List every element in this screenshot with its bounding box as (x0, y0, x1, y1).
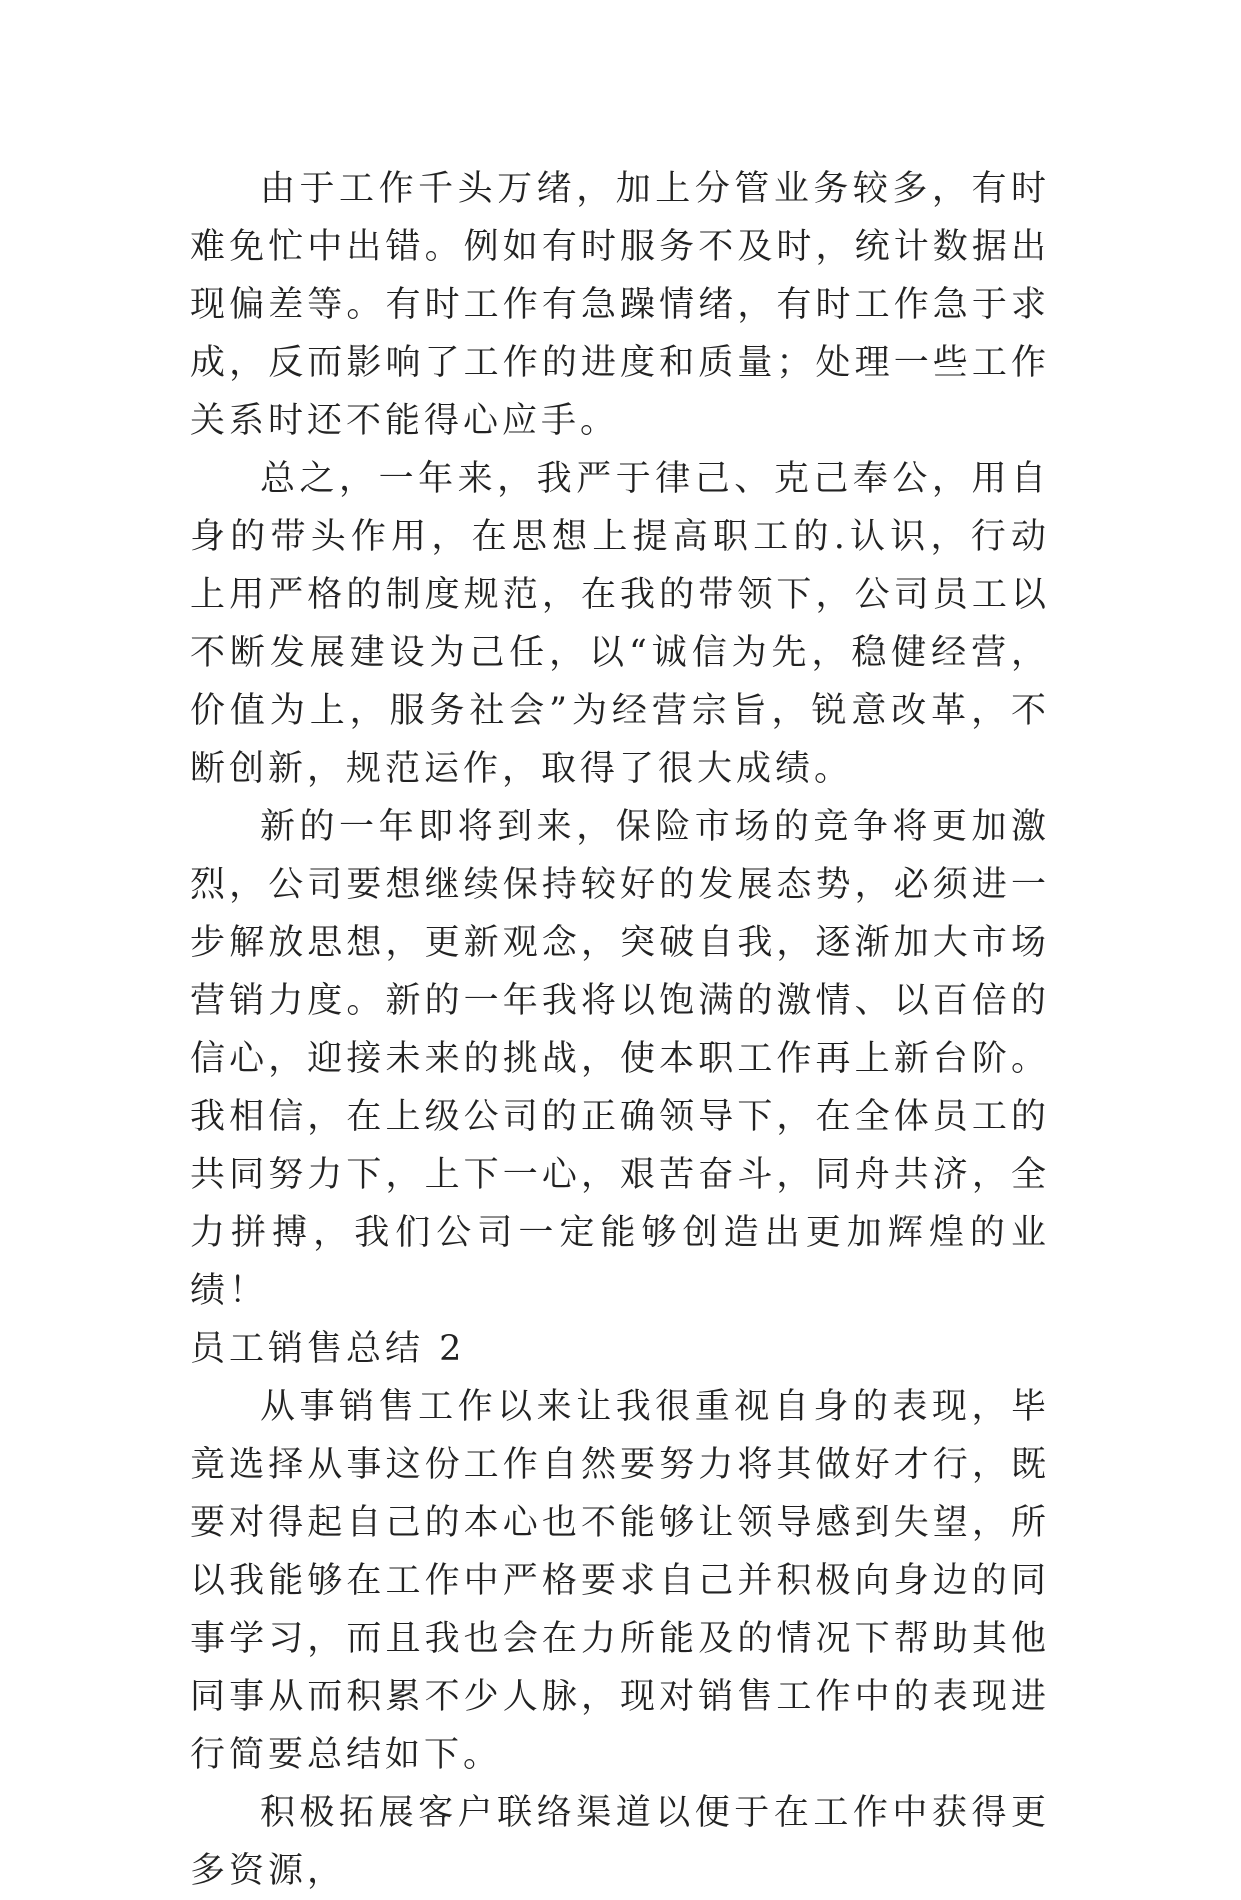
section-heading: 员工销售总结 2 (190, 1329, 466, 1369)
paragraph-client-channels: 积极拓展客户联络渠道以便于在工作中获得更多资源， (190, 1793, 1050, 1891)
paragraph-shortcomings: 由于工作千头万绪，加上分管业务较多，有时难免忙中出错。例如有时服务不及时，统计数据出现偏差等。有时工作有急躁情绪，有时工作急于求成，反而影响了工作的进度和质量；处理一些工作关系时还不能得心应手。 (190, 169, 1050, 441)
paragraph-sales-intro: 从事销售工作以来让我很重视自身的表现，毕竟选择从事这份工作自然要努力将其做好才行，既要对得起自己的本心也不能够让领导感到失望，所以我能够在工作中严格要求自己并积极向身边的同事学习，而且我也会在力所能及的情况下帮助其他同事从而积累不少人脉，现对销售工作中的表现进行简要总结如下。 (190, 1387, 1050, 1775)
paragraph-summary: 总之，一年来，我严于律己、克己奉公，用自身的带头作用，在思想上提高职工的.认识，行动上用严格的制度规范，在我的带领下，公司员工以不断发展建设为己任，以“诚信为先，稳健经营，价值为上，服务社会”为经营宗旨，锐意改革，不断创新，规范运作，取得了很大成绩。 (190, 459, 1050, 789)
paragraph-outlook: 新的一年即将到来，保险市场的竞争将更加激烈，公司要想继续保持较好的发展态势，必须进一步解放思想，更新观念，突破自我，逐渐加大市场营销力度。新的一年我将以饱满的激情、以百倍的信心，迎接未来的挑战，使本职工作再上新台阶。我相信，在上级公司的正确领导下，在全体员工的共同努力下，上下一心，艰苦奋斗，同舟共济，全力拼搏，我们公司一定能够创造出更加辉煌的业绩！ (190, 807, 1050, 1311)
document-body (190, 160, 1050, 1900)
